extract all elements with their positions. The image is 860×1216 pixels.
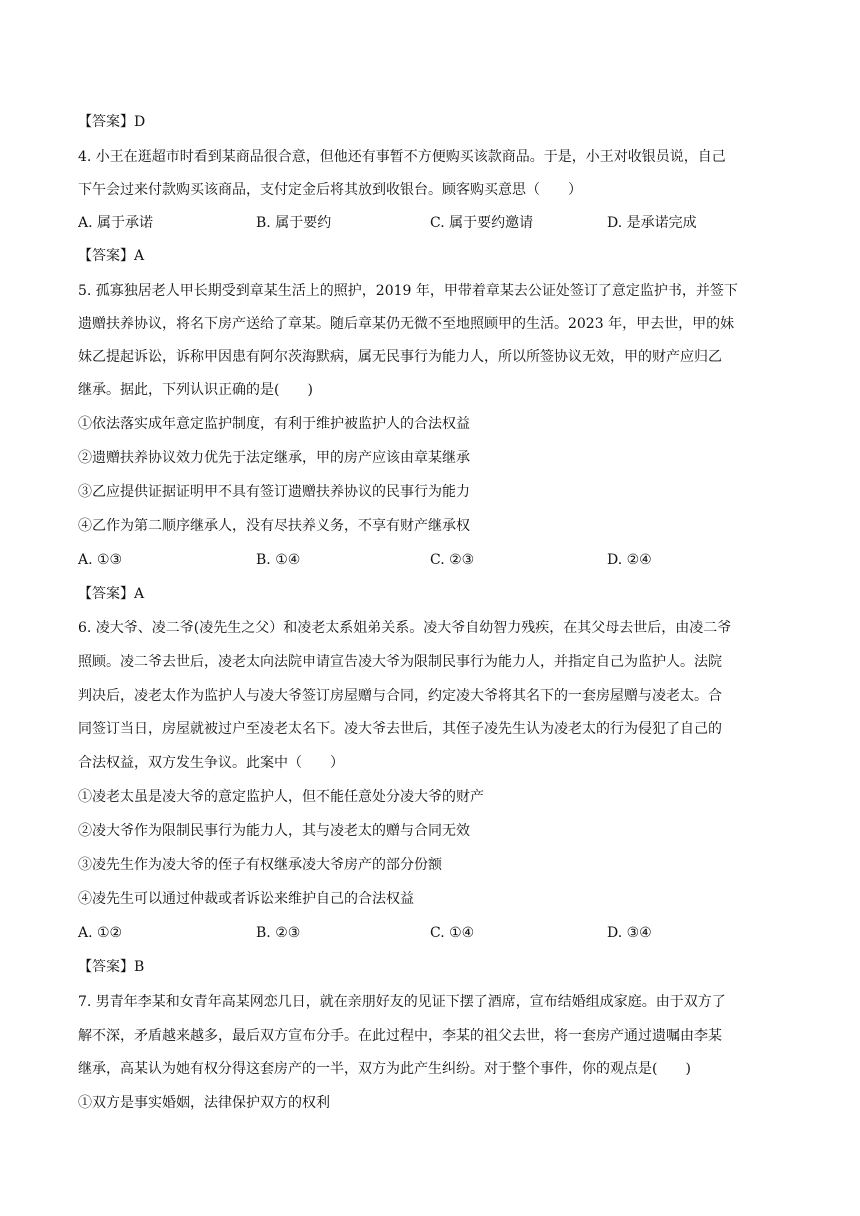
question-4-line-1: 4. 小王在逛超市时看到某商品很合意，但他还有事暂不方便购买该款商品。于是，小王对收银员说，自己: [78, 149, 726, 165]
question-6-option-a: A. ①②: [78, 925, 123, 941]
question-7-line-2: 解不深，矛盾越来越多，最后双方宣布分手。在此过程中，李某的祖父去世，将一套房产通过遗嘱由李某: [78, 1028, 722, 1044]
question-6-option-d: D. ③④: [607, 925, 652, 941]
question-5-line-2: 遗赠扶养协议，将名下房产送给了章某。随后章某仍无微不至地照顾甲的生活。2023 年，甲去世，甲的妹: [78, 316, 735, 332]
question-7-line-1: 7. 男青年李某和女青年高某网恋几日，就在亲朋好友的见证下摆了酒席，宣布结婚组成家庭。由于双方了: [78, 994, 726, 1010]
question-5-item-2: ②遗赠扶养协议效力优先于法定继承，甲的房产应该由章某继承: [78, 450, 470, 466]
question-5-option-b: B. ①④: [256, 552, 301, 568]
answer-label: 【答案】A: [78, 586, 145, 602]
question-5-line-1: 5. 孤寡独居老人甲长期受到章某生活上的照护，2019 年，甲带着章某去公证处签订了意定监护书，并签下: [78, 283, 738, 299]
question-6-line-4: 同签订当日，房屋就被过户至凌老太名下。凌大爷去世后，其侄子凌先生认为凌老太的行为侵犯了自己的: [78, 721, 722, 737]
question-5-line-4: 继承。据此，下列认识正确的是( ): [78, 382, 313, 398]
answer-label: 【答案】A: [78, 248, 145, 264]
question-6-item-4: ④凌先生可以通过仲裁或者诉讼来维护自己的合法权益: [78, 891, 414, 907]
question-4-option-c: C. 属于要约邀请: [430, 215, 534, 231]
question-6-item-2: ②凌大爷作为限制民事行为能力人，其与凌老太的赠与合同无效: [78, 823, 470, 839]
question-4-option-b: B. 属于要约: [256, 215, 332, 231]
question-6-option-c: C. ①④: [430, 925, 475, 941]
question-5-item-3: ③乙应提供证据证明甲不具有签订遗赠扶养协议的民事行为能力: [78, 484, 470, 500]
question-5-option-c: C. ②③: [430, 552, 475, 568]
question-4-option-d: D. 是承诺完成: [607, 215, 697, 231]
question-6-line-3: 判决后，凌老太作为监护人与凌大爷签订房屋赠与合同，约定凌大爷将其名下的一套房屋赠与凌老太。合: [78, 688, 722, 704]
question-6-line-2: 照顾。凌二爷去世后，凌老太向法院申请宣告凌大爷为限制民事行为能力人，并指定自己为监护人。法院: [78, 654, 722, 670]
question-6-line-1: 6. 凌大爷、凌二爷(凌先生之父）和凌老太系姐弟关系。凌大爷自幼智力残疾，在其父母去世后，由凌二爷: [78, 620, 732, 636]
question-7-item-1: ①双方是事实婚姻，法律保护双方的权利: [78, 1095, 330, 1111]
question-6-line-5: 合法权益，双方发生争议。此案中（ ）: [78, 755, 344, 771]
question-5-item-4: ④乙作为第二顺序继承人，没有尽扶养义务，不享有财产继承权: [78, 518, 470, 534]
question-5-option-d: D. ②④: [607, 552, 652, 568]
answer-label: 【答案】D: [78, 114, 146, 130]
answer-label: 【答案】B: [78, 959, 145, 975]
question-5-option-a: A. ①③: [78, 552, 123, 568]
question-4-option-a: A. 属于承诺: [78, 215, 154, 231]
question-7-line-3: 继承，高某认为她有权分得这套房产的一半，双方为此产生纠纷。对于整个事件，你的观点是( ): [78, 1061, 691, 1077]
question-6-item-1: ①凌老太虽是凌大爷的意定监护人，但不能任意处分凌大爷的财产: [78, 789, 484, 805]
question-4-line-2: 下午会过来付款购买该商品，支付定金后将其放到收银台。顾客购买意思（ ）: [78, 182, 582, 198]
question-6-item-3: ③凌先生作为凌大爷的侄子有权继承凌大爷房产的部分份额: [78, 857, 442, 873]
question-6-option-b: B. ②③: [256, 925, 301, 941]
question-5-item-1: ①依法落实成年意定监护制度，有利于维护被监护人的合法权益: [78, 416, 470, 432]
question-5-line-3: 妹乙提起诉讼，诉称甲因患有阿尔茨海默病，属无民事行为能力人，所以所签协议无效，甲的财产应归乙: [78, 349, 722, 365]
